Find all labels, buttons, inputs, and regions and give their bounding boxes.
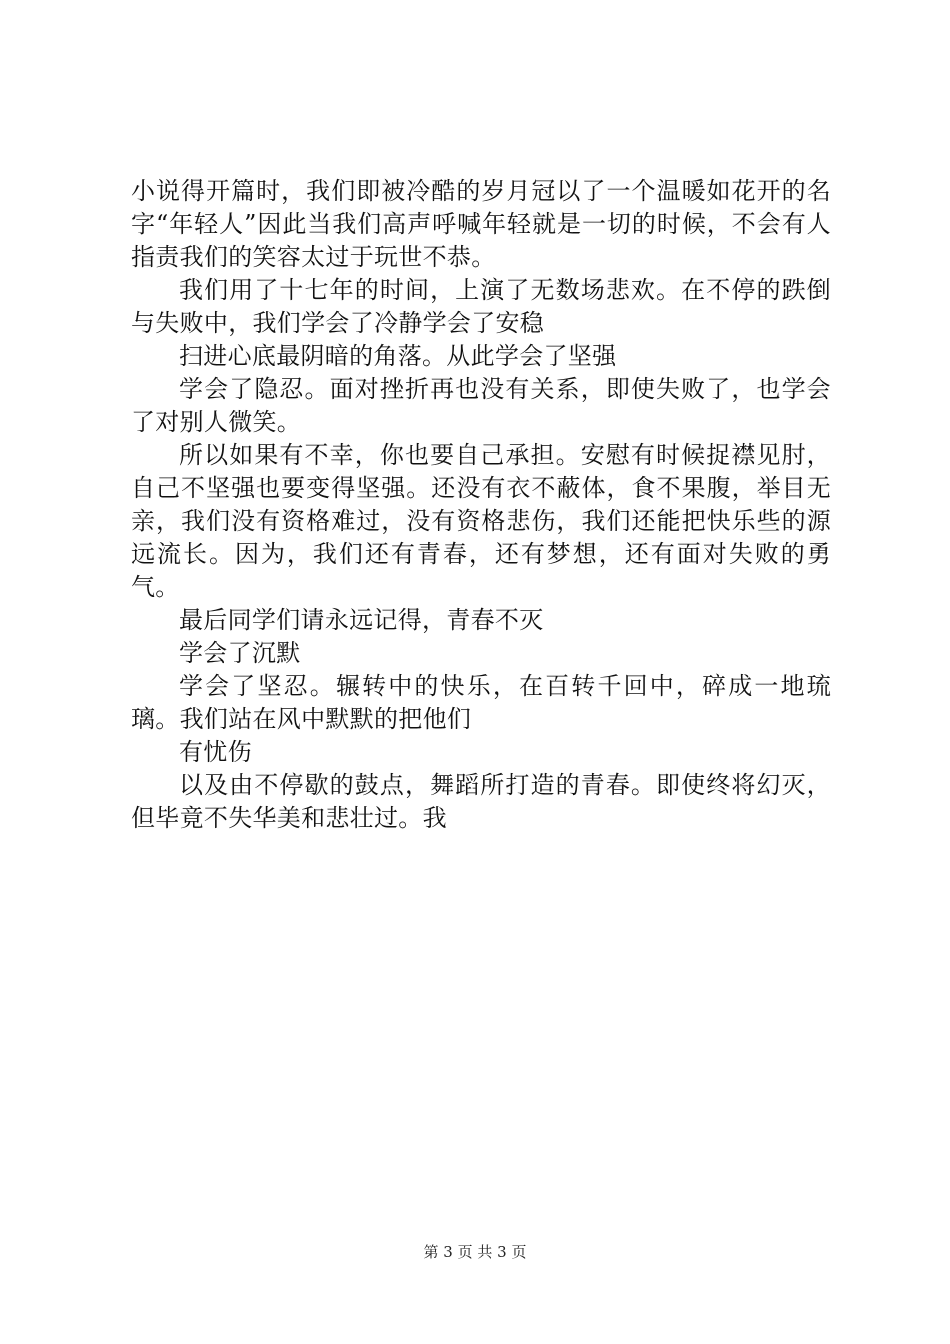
document-body xyxy=(131,175,831,835)
paragraph-9: 有忧伤 xyxy=(179,738,252,766)
paragraph-7: 学会了沉默 xyxy=(179,639,301,667)
paragraph-6: 最后同学们请永远记得，青春不灭 xyxy=(179,606,544,634)
paragraph-3: 扫进心底最阴暗的角落。从此学会了坚强 xyxy=(179,342,617,370)
paragraph-4: 学会了隐忍。面对挫折再也没有关系，即使失败了，也学会了对别人微笑。 xyxy=(131,375,831,436)
paragraph-5: 所以如果有不幸，你也要自己承担。安慰有时候捉襟见肘，自己不坚强也要变得坚强。还没有衣不蔽体，食不果腹，举目无亲，我们没有资格难过，没有资格悲伤，我们还能把快乐些的源远流长。因为，我们还有青春，还有梦想，还有面对失败的勇气。 xyxy=(131,441,831,601)
paragraph-10: 以及由不停歇的鼓点，舞蹈所打造的青春。即使终将幻灭，但毕竟不失华美和悲壮过。我 xyxy=(131,771,831,832)
paragraph-8: 学会了坚忍。辗转中的快乐，在百转千回中，碎成一地琉璃。我们站在风中默默的把他们 xyxy=(131,672,831,733)
paragraph-2: 我们用了十七年的时间，上演了无数场悲欢。在不停的跌倒与失败中，我们学会了冷静学会了安稳 xyxy=(131,276,831,337)
paragraph-1: 小说得开篇时，我们即被冷酷的岁月冠以了一个温暖如花开的名字“年轻人”因此当我们高声呼喊年轻就是一切的时候，不会有人指责我们的笑容太过于玩世不恭。 xyxy=(131,177,831,271)
page-number-footer: 第 3 页 共 3 页 xyxy=(423,1243,527,1261)
